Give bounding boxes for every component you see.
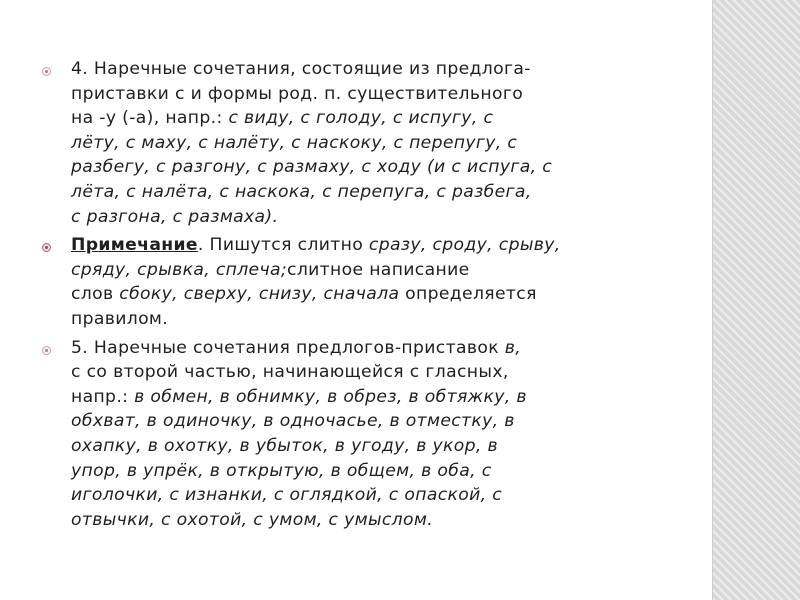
text-line: [71, 258, 682, 283]
text-line: [71, 385, 682, 410]
body-text: слов: [71, 284, 120, 305]
example-text: с разгона, с размаха).: [71, 206, 279, 227]
text-line: [71, 459, 682, 484]
bullet-icon: [42, 67, 51, 76]
example-text: сбоку, сверху, снизу, сначала: [119, 284, 400, 305]
example-text: в обмен, в обнимку, в обрез, в обтяжку, в: [134, 386, 527, 407]
bullet-icon: [42, 346, 51, 355]
text-line: [71, 434, 682, 459]
text-line: [71, 282, 682, 307]
example-text: упор, в упрёк, в открытую, в общем, в оба, с: [71, 460, 492, 481]
text-line: [71, 233, 682, 258]
bullet-item: [42, 57, 682, 229]
text-line: [71, 508, 682, 533]
body-text: с со второй частью, начинающейся с гласных,: [71, 362, 509, 383]
example-text: лёта, с налёта, с наскока, с перепуга, с разбега,: [71, 181, 532, 202]
example-text: разбегу, с разгону, с размаху, с ходу (и с испуга, с: [71, 157, 553, 178]
text-line: [71, 131, 682, 156]
example-text: отвычки, с охотой, с умом, с умыслом.: [71, 509, 434, 530]
body-text: приставки с и формы род. п. существительного: [71, 83, 524, 104]
example-text: иголочки, с изнанки, с оглядкой, с опаской, с: [71, 485, 503, 506]
body-text: на -у (-а), напр.:: [71, 108, 229, 129]
example-text: обхват, в одиночку, в одночасье, в отместку, в: [71, 411, 515, 432]
bullet-icon: [42, 243, 51, 252]
note-heading: Примечание: [71, 235, 198, 256]
text-line: [71, 360, 682, 385]
text-line: [71, 82, 682, 107]
text-line: [71, 409, 682, 434]
text-line: [71, 307, 682, 332]
example-text: лёту, с маху, с налёту, с наскоку, с перепугу, с: [71, 132, 518, 153]
example-text: сряду, срывка, сплеча;: [71, 259, 288, 280]
text-line: [71, 57, 682, 82]
text-line: [71, 106, 682, 131]
body-text: . Пишутся слитно: [197, 235, 369, 256]
body-text: 4. Наречные сочетания, состоящие из предлога-: [71, 59, 531, 79]
body-text: правилом.: [71, 308, 169, 329]
decorative-side-panel: [712, 0, 800, 600]
body-text: слитное написание: [287, 259, 470, 280]
example-text: с виду, с голоду, с испугу, с: [228, 108, 494, 129]
text-line: [71, 483, 682, 508]
bullet-item: [42, 233, 682, 331]
example-text: охапку, в охотку, в убыток, в угоду, в укор, в: [71, 435, 499, 456]
example-text: сразу, сроду, срыву,: [368, 235, 561, 256]
bullet-item: [42, 336, 682, 533]
text-line: [71, 205, 682, 230]
body-text: определяется: [399, 284, 537, 305]
body-text: напр.:: [71, 386, 135, 407]
slide-content: [42, 57, 682, 536]
text-line: [71, 336, 682, 361]
text-line: [71, 180, 682, 205]
example-text: в,: [504, 337, 522, 358]
body-text: 5. Наречные сочетания предлогов-приставок: [71, 337, 505, 358]
text-line: [71, 155, 682, 180]
